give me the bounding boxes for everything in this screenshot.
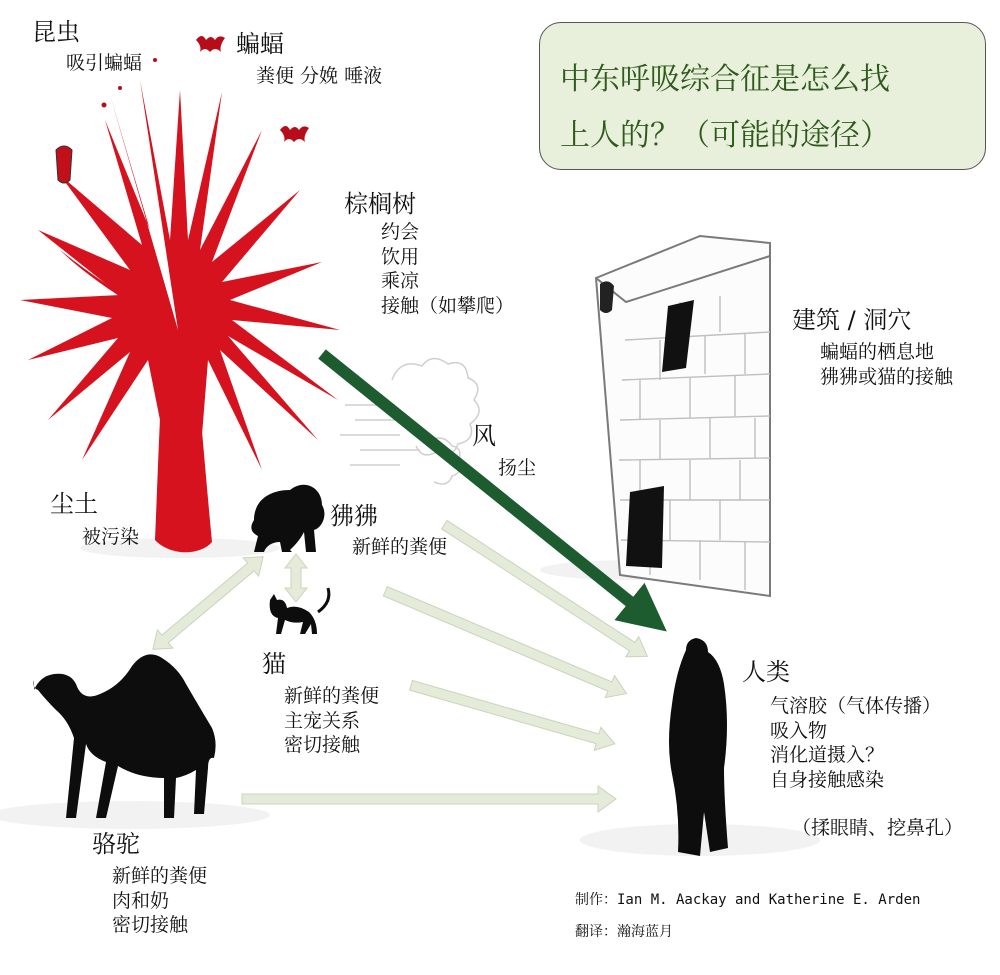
human-item: 自身接触感染 (770, 769, 885, 792)
palm-items (381, 220, 514, 319)
title-line-2: 上人的？（可能的途径） (560, 118, 890, 153)
credit-translator: 翻译：瀚海蓝月 (575, 924, 673, 940)
wind-label: 风 (472, 422, 496, 450)
title-line-1: 中东呼吸综合征是怎么找 (560, 62, 890, 97)
wind-detail: 扬尘 (498, 457, 537, 479)
camel-item: 密切接触 (112, 914, 189, 937)
building (596, 236, 770, 596)
palm-item: 乘凉 (381, 270, 420, 293)
baboon-silhouette (251, 485, 324, 552)
building-label: 建筑 / 洞穴 (792, 306, 912, 334)
palm-item: 饮用 (381, 245, 420, 268)
camel-human-arrow (242, 786, 616, 812)
palm-item: 约会 (381, 221, 420, 243)
cat-label: 猫 (262, 650, 286, 678)
bats-label: 蝙蝠 (236, 30, 284, 58)
cat-item: 密切接触 (284, 734, 361, 757)
palm-label: 棕榈树 (344, 190, 416, 218)
cat-human-arrow (408, 674, 618, 756)
hanging-bat-palm (56, 146, 72, 183)
human-label: 人类 (742, 658, 790, 686)
camel-item: 肉和奶 (112, 889, 170, 912)
insects-label: 昆虫 (32, 18, 80, 46)
human-silhouette (669, 638, 728, 856)
wind-main-arrow (322, 354, 650, 618)
bats-detail: 粪便 分娩 唾液 (256, 65, 383, 87)
human-item: 消化道摄入？ (770, 744, 885, 767)
camel-item: 新鲜的粪便 (112, 865, 208, 887)
camel-label: 骆驼 (92, 830, 140, 858)
camel-baboon-arrow (145, 548, 271, 659)
building-item: 狒狒或猫的接触 (820, 365, 954, 388)
human-item: 气溶胶（气体传播） (770, 695, 942, 717)
dust-label: 尘土 (50, 490, 98, 518)
baboon-label: 狒狒 (330, 502, 378, 530)
cat-items (284, 684, 379, 758)
palm-item: 接触（如攀爬） (381, 295, 515, 318)
credit-author: 制作：Ian M. Aackay and Katherine E. Arden (575, 892, 921, 908)
building-items (820, 340, 953, 389)
baboon-detail: 新鲜的粪便 (352, 536, 448, 558)
insects-detail: 吸引蝙蝠 (66, 52, 143, 74)
building-item: 蝙蝠的栖息地 (820, 341, 935, 363)
baboon-cat-arrow (285, 554, 307, 602)
cat-item: 新鲜的粪便 (284, 685, 380, 707)
human-note: （揉眼睛、挖鼻孔） (792, 817, 964, 839)
camel-items (112, 864, 207, 938)
human-items (770, 694, 941, 793)
dust-detail: 被污染 (82, 526, 140, 548)
page-title (560, 52, 890, 164)
cat-item: 主宠关系 (284, 709, 361, 732)
camel-silhouette (34, 654, 216, 818)
hanging-bat-building (600, 281, 614, 313)
human-item: 吸入物 (770, 719, 828, 742)
